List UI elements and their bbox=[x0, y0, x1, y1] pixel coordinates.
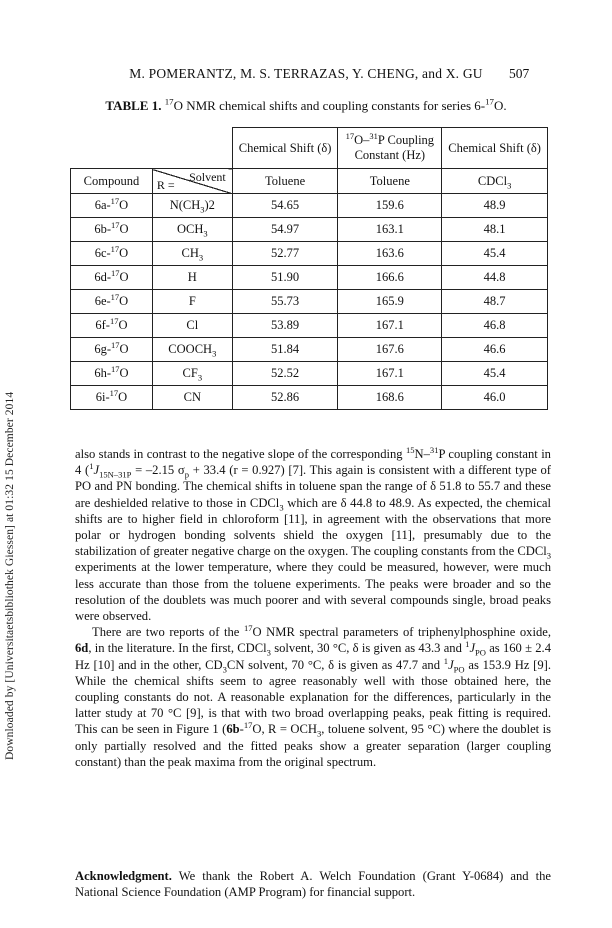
cell-coupling: 167.1 bbox=[338, 314, 442, 338]
table-label: TABLE 1. bbox=[105, 98, 162, 113]
cell-coupling: 167.1 bbox=[338, 362, 442, 386]
cell-coupling: 168.6 bbox=[338, 386, 442, 410]
caption-tail: O. bbox=[493, 98, 507, 113]
cell-compound: 6i-$^{17}$O bbox=[71, 386, 153, 410]
cell-r-group: F bbox=[152, 290, 232, 314]
table-row bbox=[71, 194, 548, 218]
acknowledgment-heading: Acknowledgment. bbox=[75, 869, 172, 883]
acknowledgment-text: We thank the Robert A. Welch Foundation (Grant Y-0684) and the National Science Foundation (AMP Program) for financial support. bbox=[75, 869, 551, 900]
nmr-data-table bbox=[70, 127, 548, 410]
header-shift-cdcl3: Chemical Shift (δ) bbox=[442, 128, 548, 169]
cell-shift-toluene: 54.97 bbox=[232, 218, 338, 242]
cell-shift-cdcl3: 48.7 bbox=[442, 290, 548, 314]
cell-shift-cdcl3: 46.0 bbox=[442, 386, 548, 410]
table-header-row-2 bbox=[71, 169, 548, 194]
subheader-toluene-1: Toluene bbox=[232, 169, 338, 194]
table-row bbox=[71, 386, 548, 410]
cell-shift-cdcl3: 45.4 bbox=[442, 362, 548, 386]
cell-shift-cdcl3: 48.9 bbox=[442, 194, 548, 218]
cell-shift-cdcl3: 48.1 bbox=[442, 218, 548, 242]
download-watermark: Downloaded by [Universitaetsbibliothek Giessen] at 01:32 15 December 2014 bbox=[4, 391, 16, 760]
cell-r-group: CN bbox=[152, 386, 232, 410]
table-row bbox=[71, 314, 548, 338]
cell-r-group: $CF_3$ bbox=[152, 362, 232, 386]
cell-compound: 6d-$^{17}$O bbox=[71, 266, 153, 290]
cell-r-group: Cl bbox=[152, 314, 232, 338]
header-compound: Compound bbox=[71, 169, 153, 194]
cell-shift-toluene: 55.73 bbox=[232, 290, 338, 314]
cell-shift-toluene: 52.86 bbox=[232, 386, 338, 410]
cell-coupling: 163.6 bbox=[338, 242, 442, 266]
cell-compound: 6b-$^{17}$O bbox=[71, 218, 153, 242]
table-header-row-1 bbox=[71, 128, 548, 169]
table-row bbox=[71, 290, 548, 314]
page-number: 507 bbox=[509, 66, 530, 81]
paragraph-2: There are two reports of the $^{17}$O NMR spectral parameters of triphenylphosphine oxide, 6d, in the literature. In the first, CDCl$_3$ solvent, 30 °C, δ is given as 43.3 and $^1J_{PO}$ as 160 ± 2.4 Hz [10] and in the other, $CD_3CN$ solvent, 70 °C, δ is given as 47.7 and $^1J_{PO}$ as 153.9 Hz [9]. While the chemical shifts seem to agree reasonably well with those obtained here, the coupling constants do not. A reasonable explanation for the differences, particularly in the latter study at 70 °C [9], is that with two broad overlapping peaks, peak fitting is required. This can be seen in Figure 1 (6b-$^{17}$O, $R = OCH_3$, toluene solvent, 95 °C) where the doublet is only partially resolved and the fitted peaks show a greater separation (larger coupling constant) than the peak maxima from the original spectrum. bbox=[75, 623, 552, 769]
subheader-toluene-2: Toluene bbox=[338, 169, 442, 194]
cell-r-group: $N(CH_3)2$ bbox=[152, 194, 232, 218]
cell-shift-cdcl3: 45.4 bbox=[442, 242, 548, 266]
cell-shift-cdcl3: 46.6 bbox=[442, 338, 548, 362]
cell-compound: 6a-$^{17}$O bbox=[71, 194, 153, 218]
caption-tail-sup: 17 bbox=[485, 96, 494, 107]
caption-text: O NMR chemical shifts and coupling constants for series 6- bbox=[173, 98, 486, 113]
cell-shift-toluene: 51.90 bbox=[232, 266, 338, 290]
cell-compound: 6f-$^{17}$O bbox=[71, 314, 153, 338]
cell-shift-toluene: 54.65 bbox=[232, 194, 338, 218]
table-row bbox=[71, 218, 548, 242]
header-coupling: $^{17}$O–$^{31}$P Coupling Constant (Hz) bbox=[338, 128, 442, 169]
cell-compound: 6e-$^{17}$O bbox=[71, 290, 153, 314]
table-row bbox=[71, 242, 548, 266]
subheader-cdcl3: CDCl$_3$ bbox=[442, 169, 548, 194]
header-solvent-r: Solvent R = bbox=[152, 169, 232, 194]
cell-coupling: 166.6 bbox=[338, 266, 442, 290]
table-caption bbox=[0, 98, 612, 114]
cell-shift-toluene: 53.89 bbox=[232, 314, 338, 338]
caption-sup: 17 bbox=[164, 96, 174, 107]
cell-r-group: $COOCH_3$ bbox=[152, 338, 232, 362]
cell-shift-cdcl3: 46.8 bbox=[442, 314, 548, 338]
cell-shift-cdcl3: 44.8 bbox=[442, 266, 548, 290]
cell-compound: 6c-$^{17}$O bbox=[71, 242, 153, 266]
cell-coupling: 167.6 bbox=[338, 338, 442, 362]
cell-compound: 6h-$^{17}$O bbox=[71, 362, 153, 386]
cell-coupling: 159.6 bbox=[338, 194, 442, 218]
header-blank-cell bbox=[71, 128, 233, 169]
table-row bbox=[71, 362, 548, 386]
body-text bbox=[75, 446, 551, 770]
cell-shift-toluene: 52.52 bbox=[232, 362, 338, 386]
cell-shift-toluene: 52.77 bbox=[232, 242, 338, 266]
cell-compound: 6g-$^{17}$O bbox=[71, 338, 153, 362]
cell-coupling: 163.1 bbox=[338, 218, 442, 242]
header-shift-toluene: Chemical Shift (δ) bbox=[232, 128, 338, 169]
acknowledgment bbox=[75, 868, 551, 900]
table-row bbox=[71, 338, 548, 362]
running-head-authors: M. POMERANTZ, M. S. TERRAZAS, Y. CHENG, and X. GU bbox=[129, 66, 483, 81]
paragraph-1: also stands in contrast to the negative slope of the corresponding $^{15}$N–$^{31}$P coupling constant in 4 ($^1J_{15N-31P} = -2.15$ $\sigma_p + 33.4$ (r = 0.927) [7]. This again is consistent with a different type of PO and PN bonding. The chemical shifts in toluene span the range of δ 51.8 to 55.7 and these are deshielded relative to those in CDCl$_3$ which are δ 44.8 to 48.9. As expected, the chemical shifts are to higher field in chloroform [11], in agreement with the observations that more polar or hydrogen bonding solvents shield the oxygen [11], presumably due to the stabilization of greater negative charge on the oxygen. The coupling constants from the CDCl$_3$ experiments at the lower temperature, where they could be measured, however, were much less accurate than those from the toluene experiments. The peaks were broader and so the resolution of the doublets was much poorer and with several compounds single, broad peaks were observed. bbox=[75, 444, 552, 624]
cell-shift-toluene: 51.84 bbox=[232, 338, 338, 362]
table-row bbox=[71, 266, 548, 290]
cell-r-group: H bbox=[152, 266, 232, 290]
cell-r-group: $CH_3$ bbox=[152, 242, 232, 266]
cell-coupling: 165.9 bbox=[338, 290, 442, 314]
cell-r-group: $OCH_3$ bbox=[152, 218, 232, 242]
